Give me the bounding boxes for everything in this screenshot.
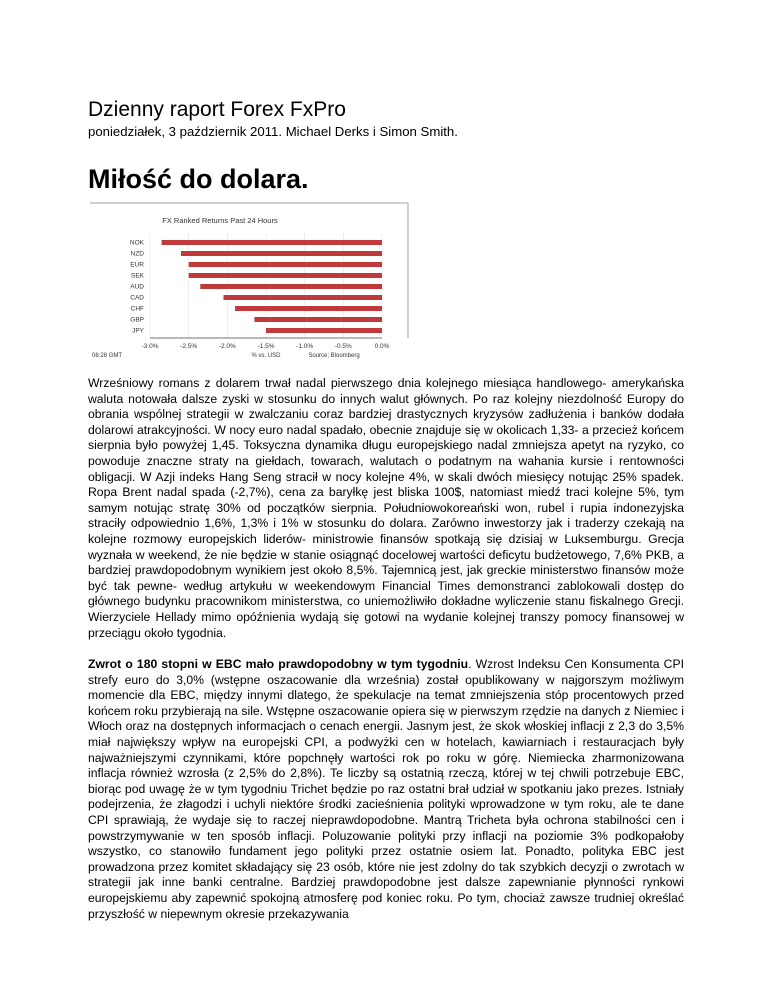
chart-time-label: 06:28 GMT	[92, 353, 123, 359]
chart-tick-label: -3.0%	[141, 343, 159, 350]
chart-tick-label: 0.0%	[374, 343, 390, 350]
chart-source: Source; Bloomberg	[308, 353, 360, 359]
chart-category-labels	[130, 240, 145, 335]
article-paragraph-2-lead: Zwrot o 180 stopni w EBC mało prawdopodobny w tym tygodniu	[88, 657, 469, 672]
chart-category-label: AUD	[130, 283, 144, 291]
chart-tick-label: -2.0%	[218, 343, 236, 350]
chart-category-label: GBP	[130, 316, 144, 324]
chart-bar-nok	[162, 240, 382, 245]
chart-tick-label: -1.5%	[257, 343, 275, 350]
article-paragraph-2	[88, 657, 684, 922]
chart-tick-label: -1.0%	[296, 343, 314, 350]
chart-bar-sek	[189, 273, 382, 278]
chart-background	[90, 201, 410, 363]
headline: Miłość do dolara.	[88, 164, 309, 194]
chart-bar-gbp	[254, 317, 382, 322]
chart-bar-aud	[200, 284, 382, 289]
chart-bar-jpy	[266, 328, 382, 333]
chart-category-label: SEK	[130, 272, 144, 280]
article-paragraph-1: Wrześniowy romans z dolarem trwał nadal pierwszego dnia kolejnego miesiąca handlowego- amerykańska waluta notowała dalsze zyski w stosunku do innych walut głównych. Po raz kolejny niezdolność Europy do obrania wspólnej strategii w zwalczaniu coraz bardziej drastycznych kryzysów zadłużenia i banków dodała dolarowi atrakcyjności. W nocy euro nadal spadało, obecnie znajduje się w okolicach 1,33- a przecież końcem sierpnia było powyżej 1,45. Toksyczna dynamika długu europejskiego nadal zmniejsza apetyt na ryzyko, co powoduje znaczne straty na giełdach, towarach, walutach o podatnym na wahania kursie i rentowności obligacji. W Azji indeks Hang Seng stracił w nocy kolejne 4%, w skali dwóch miesięcy notując 25% spadek. Ropa Brent nadal spada (-2,7%), cena za baryłkę jest bliska 100$, natomiast miedź traci kolejne 5%, tym samym notując stratę 30% od początków sierpnia. Południowokoreański won, rubel i rupia indonezyjska straciły odpowiednio 1,6%, 1,3% i 1% w stosunku do dolara. Zarówno inwestorzy jak i traderzy czekają na kolejne rozmowy europejskich liderów- ministrowie finansów spotkają się dzisiaj w Luksemburgu. Grecja wyznała w weekend, że nie będzie w stanie osiągnąć docelowej wartości deficytu budżetowego, 7,6% PKB, a bardziej prawdopodobnym wynikiem jest około 8,5%. Tajemnicą jest, jak greckie ministerstwo finansów może być tak pewne- według artykułu w weekendowym Financial Times demonstranci zablokowali dostęp do głównego budynku pracownikom ministerstwa, co uniemożliwiło dokładne wyliczenie stanu fiskalnego Grecji. Wierzyciele Hellady mimo opóźnienia wydają się gotowi na wydanie kolejnej transzy pomocy finansowej w przeciągu około tygodnia.	[88, 376, 684, 640]
chart-bar-chf	[235, 306, 382, 311]
article-paragraph-2-rest: . Wzrost Indeksu Cen Konsumenta CPI strefy euro do 3,0% (wstępne oszacowanie dla września) został opublikowany w najgorszym możliwym momencie dla EBC, między innymi dlatego, że spekulacje na temat zmniejszenia stóp procentowych przed końcem roku przybierają na sile. Wstępne oszacowanie opiera się w pierwszym rzędzie na danych z Niemiec i Włoch oraz na dostępnych informacjach o cenach energii. Jasnym jest, że skok włoskiej inflacji z 2,3 do 3,5% miał największy wpływ na europejski CPI, a podwyżki cen w hotelach, kawiarniach i restauracjach były najważniejszymi czynnikami, które popchnęły wartości rok po roku w górę. Niemiecka zharmonizowana inflacja również wzrosła (z 2,5% do 2,8%). Te liczby są ostatnią rzeczą, której w tej chwili potrzebuje EBC, biorąc pod uwagę że w tym tygodniu Trichet będzie po raz ostatni brał udział w spotkaniu jako prezes. Istniały podejrzenia, że złagodzi i uchyli niektóre środki zacieśnienia polityki wprowadzone w tym roku, ale te dane CPI sprawiają, że wydaje się to raczej nieprawdopodobne. Mantrą Tricheta była ochrona stabilności cen i powstrzymywanie w ten sposób inflacji. Poluzowanie polityki przy inflacji na poziomie 3% podkopałoby wszystko, co stanowiło fundament jego polityki przez ostatnie osiem lat. Ponadto, polityka EBC jest prowadzona przez komitet składający się 23 osób, które nie jest zdolny do tak szybkich decyzji o zwrotach w strategii jak inne banki centralne. Bardziej prawdopodobne jest dalsze zapewnianie płynności rynkowi europejskiemu aby zapewnić spokojną atmosferę pod koniec roku. Po tym, chociaż zawsze trudniej określać przyszłość w niepewnym okresie przekazywania	[88, 657, 684, 921]
chart-category-label: CAD	[130, 294, 144, 302]
byline: poniedziałek, 3 październik 2011. Michael Derks i Simon Smith.	[88, 124, 458, 139]
chart-category-label: NZD	[130, 250, 144, 258]
chart-category-label: JPY	[132, 327, 144, 335]
chart-category-label: CHF	[130, 305, 144, 313]
chart-bar-cad	[223, 295, 382, 300]
chart-title: FX Ranked Returns Past 24 Hours	[162, 216, 278, 225]
chart-bar-nzd	[181, 251, 382, 256]
report-title: Dzienny raport Forex FxPro	[88, 98, 346, 121]
fx-returns-chart	[90, 201, 410, 363]
chart-bar-eur	[189, 262, 382, 267]
chart-category-label: EUR	[130, 261, 144, 269]
chart-tick-label: -2.5%	[180, 343, 198, 350]
article-body	[88, 376, 684, 938]
chart-category-label: NOK	[129, 239, 144, 247]
chart-tick-label: -0.5%	[334, 343, 352, 350]
chart-xlabel: % vs. USD	[251, 353, 281, 359]
